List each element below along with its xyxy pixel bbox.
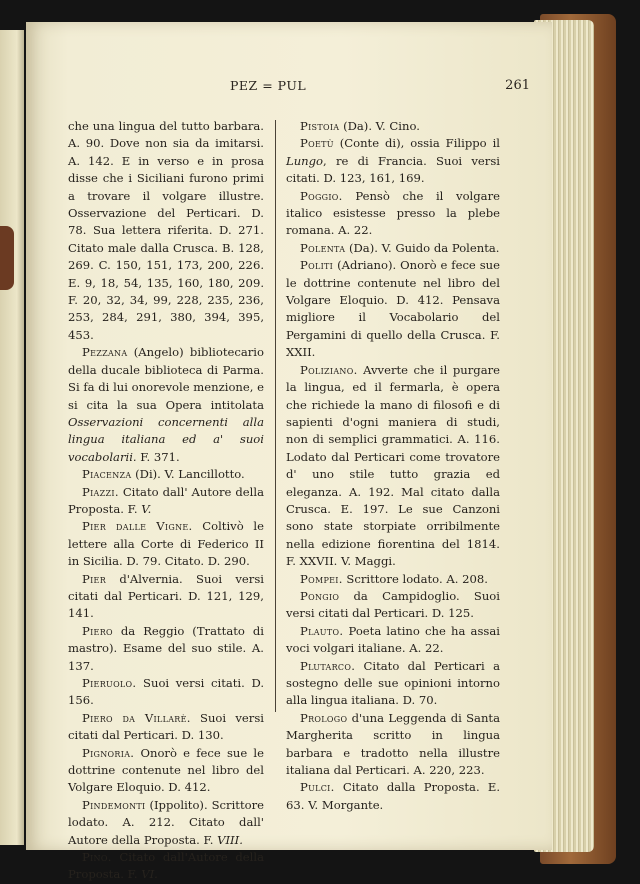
entry-text: da Reggio (Trattato di mastro). Esame del suo stile. A. 137. — [68, 623, 264, 673]
entry-headword: Pongio — [300, 588, 340, 603]
entry-text: Scrittore lodato. A. 208. — [346, 571, 488, 586]
index-entry — [68, 710, 264, 745]
entry-headword: Poggio. — [300, 188, 343, 203]
entry-italic: Lungo — [286, 153, 324, 168]
entry-headword: Politi — [300, 258, 334, 273]
entry-text: (Da). V. Guido da Polenta. — [348, 240, 500, 255]
binding-stain — [0, 226, 14, 290]
entry-text: da Campidoglio. Suoi versi citati dal Perticari. D. 125. — [286, 588, 500, 621]
index-entry — [286, 588, 500, 623]
entry-italic: Osservazioni concernenti alla lingua italiana ed a' suoi vocabolarii. — [68, 414, 264, 464]
entry-text: Coltivò le lettere alla Corte di Federico II in Sicilia. D. 79. Citato. D. 290. — [68, 519, 264, 569]
entry-headword: Pino. — [82, 850, 112, 865]
entry-headword: Pompei. — [300, 571, 343, 586]
column-divider — [275, 120, 276, 712]
entry-text: Citato dall'Autore della Proposta. F. — [68, 850, 264, 882]
index-entry — [68, 571, 264, 623]
entry-headword: Pistoia — [300, 119, 340, 133]
entry-text: (Angelo) bibliotecario della ducale biblioteca di Parma. Si fa di lui onorevole menzione, e si cita la sua Opera intitolata — [68, 345, 264, 412]
entry-text: Poeta latino che ha assai voci volgari italiane. A. 22. — [286, 623, 500, 656]
entry-headword: Plutarco. — [300, 658, 356, 673]
entry-text: (Adriano). Onorò e fece sue le dottrine contenute nel libro del Volgare Eloquio. D. 412. Pensava migliore il Vocabolario del Pergamini di quello della Crusca. F. XXII. — [286, 258, 500, 360]
entry-headword: Pulci. — [300, 780, 335, 795]
index-entry — [68, 623, 264, 675]
index-entry — [286, 779, 500, 814]
entry-italic: VI. — [141, 867, 158, 882]
entry-headword: Piazzi. — [82, 484, 119, 499]
index-entry — [68, 466, 264, 483]
entry-headword: Pignoria. — [82, 745, 135, 760]
entry-headword: Piacenza — [82, 467, 132, 482]
entry-text: Citato dal Perticari a sostegno delle sue opinioni intorno alla lingua italiana. D. 70. — [286, 658, 500, 708]
entry-text: Citato dall' Autore della Proposta. F. — [68, 484, 265, 516]
entry-headword: Poetù — [300, 136, 334, 151]
entry-headword: Pezzana — [82, 345, 128, 360]
index-entry — [68, 344, 264, 466]
entry-text: Citato dalla Proposta. E. 63. V. Morgante. — [286, 780, 500, 812]
entry-text: Avverte che il purgare la lingua, ed il fermarla, è opera che richiede la mano di filosofi e di sapienti d'ogni maniera di studi, non di semplici grammatici. A. 116. Lodato dal Perticari come trovatore d' uno stile tutto grazia ed eleganza. A. 192. Mal citato dalla Crusca. E. 197. Le sue Canzoni sono state storpiate orribilmente nella edizione fiorentina del 1814. F. XXVII. V. Maggi. — [286, 362, 501, 569]
index-entry — [68, 745, 264, 797]
index-entry — [286, 658, 500, 710]
index-entry — [286, 710, 500, 780]
running-head-title: PEZ = PUL — [230, 78, 307, 93]
entry-headword: Poliziano. — [300, 362, 358, 377]
entry-headword: Piero — [82, 623, 113, 638]
entry-italic: VIII. — [217, 832, 243, 847]
entry-headword: Polenta — [300, 240, 346, 255]
index-entry — [286, 623, 500, 658]
index-entry — [68, 849, 264, 884]
entry-tail: , re di Francia. Suoi versi citati. D. 123, 161, 169. — [286, 153, 500, 186]
entry-headword: Pindemonti — [82, 797, 146, 812]
entry-text: (Ippolito). Scrittore lodato. A. 212. Citato dall' Autore della Proposta. F. — [68, 797, 265, 847]
entry-headword: Pieruolo. — [82, 676, 137, 690]
entry-italic: V. — [141, 501, 152, 516]
index-entry — [286, 188, 500, 240]
previous-page-edge — [0, 30, 24, 845]
entry-headword: Pier — [82, 571, 107, 586]
entry-text: d'Alvernia. Suoi versi citati dal Perticari. D. 121, 129, 141. — [68, 571, 264, 621]
page-number: 261 — [505, 78, 530, 93]
entry-tail: F. 371. — [140, 449, 180, 464]
index-entry — [286, 118, 500, 135]
index-entry — [68, 518, 264, 570]
index-entry — [68, 675, 264, 710]
entry-headword: Piero da Villarè. — [82, 710, 191, 725]
index-entry — [286, 362, 500, 571]
running-head — [40, 78, 530, 100]
index-entry — [286, 240, 500, 257]
index-entry — [68, 797, 264, 849]
entry-text: (Da). V. Cino. — [343, 119, 420, 133]
index-entry — [286, 135, 500, 187]
entry-text: Pensò che il volgare italico esistesse presso la plebe romana. A. 22. — [286, 188, 501, 238]
entry-headword: Pier dalle Vigne. — [82, 519, 193, 534]
entry-text: che una lingua del tutto barbara. A. 90. Dove non sia da imitarsi. A. 142. E in verso e in prosa disse che i Siciliani furono primi a trovare il volgare illustre. Osservazione del Perticari. D. 78. Sua lettera riferita. D. 271. Citato male dalla Crusca. B. 128, 269. C. 150, 151, 173, 200, 226. E. 9, 18, 54, 135, 160, 180, 209. F. 20, 32, 34, 99, 228, 235, 236, 253, 284, 291, 380, 394, 395, 453. — [68, 119, 264, 342]
entry-text: (Di). V. Lancillotto. — [135, 467, 245, 482]
entry-text: Suoi versi citati. D. 156. — [68, 676, 265, 708]
index-entry — [286, 257, 500, 361]
entry-text: (Conte di), ossia Filippo il — [339, 136, 500, 151]
entry-text: Suoi versi citati dal Perticari. D. 130. — [68, 710, 264, 743]
index-entry — [68, 118, 264, 344]
entry-headword: Plauto. — [300, 623, 344, 638]
index-entry — [286, 571, 500, 588]
index-column-left — [68, 118, 264, 884]
entry-text: Onorò e fece sue le dottrine contenute nel libro del Volgare Eloquio. D. 412. — [68, 745, 265, 795]
index-column-right — [286, 118, 500, 814]
index-entry — [68, 484, 264, 519]
entry-headword: Prologo — [300, 710, 348, 725]
entry-text: d'una Leggenda di Santa Margherita scritto in lingua barbara e tradotto nella illustre italiana dal Perticari. A. 220, 223. — [286, 710, 500, 778]
